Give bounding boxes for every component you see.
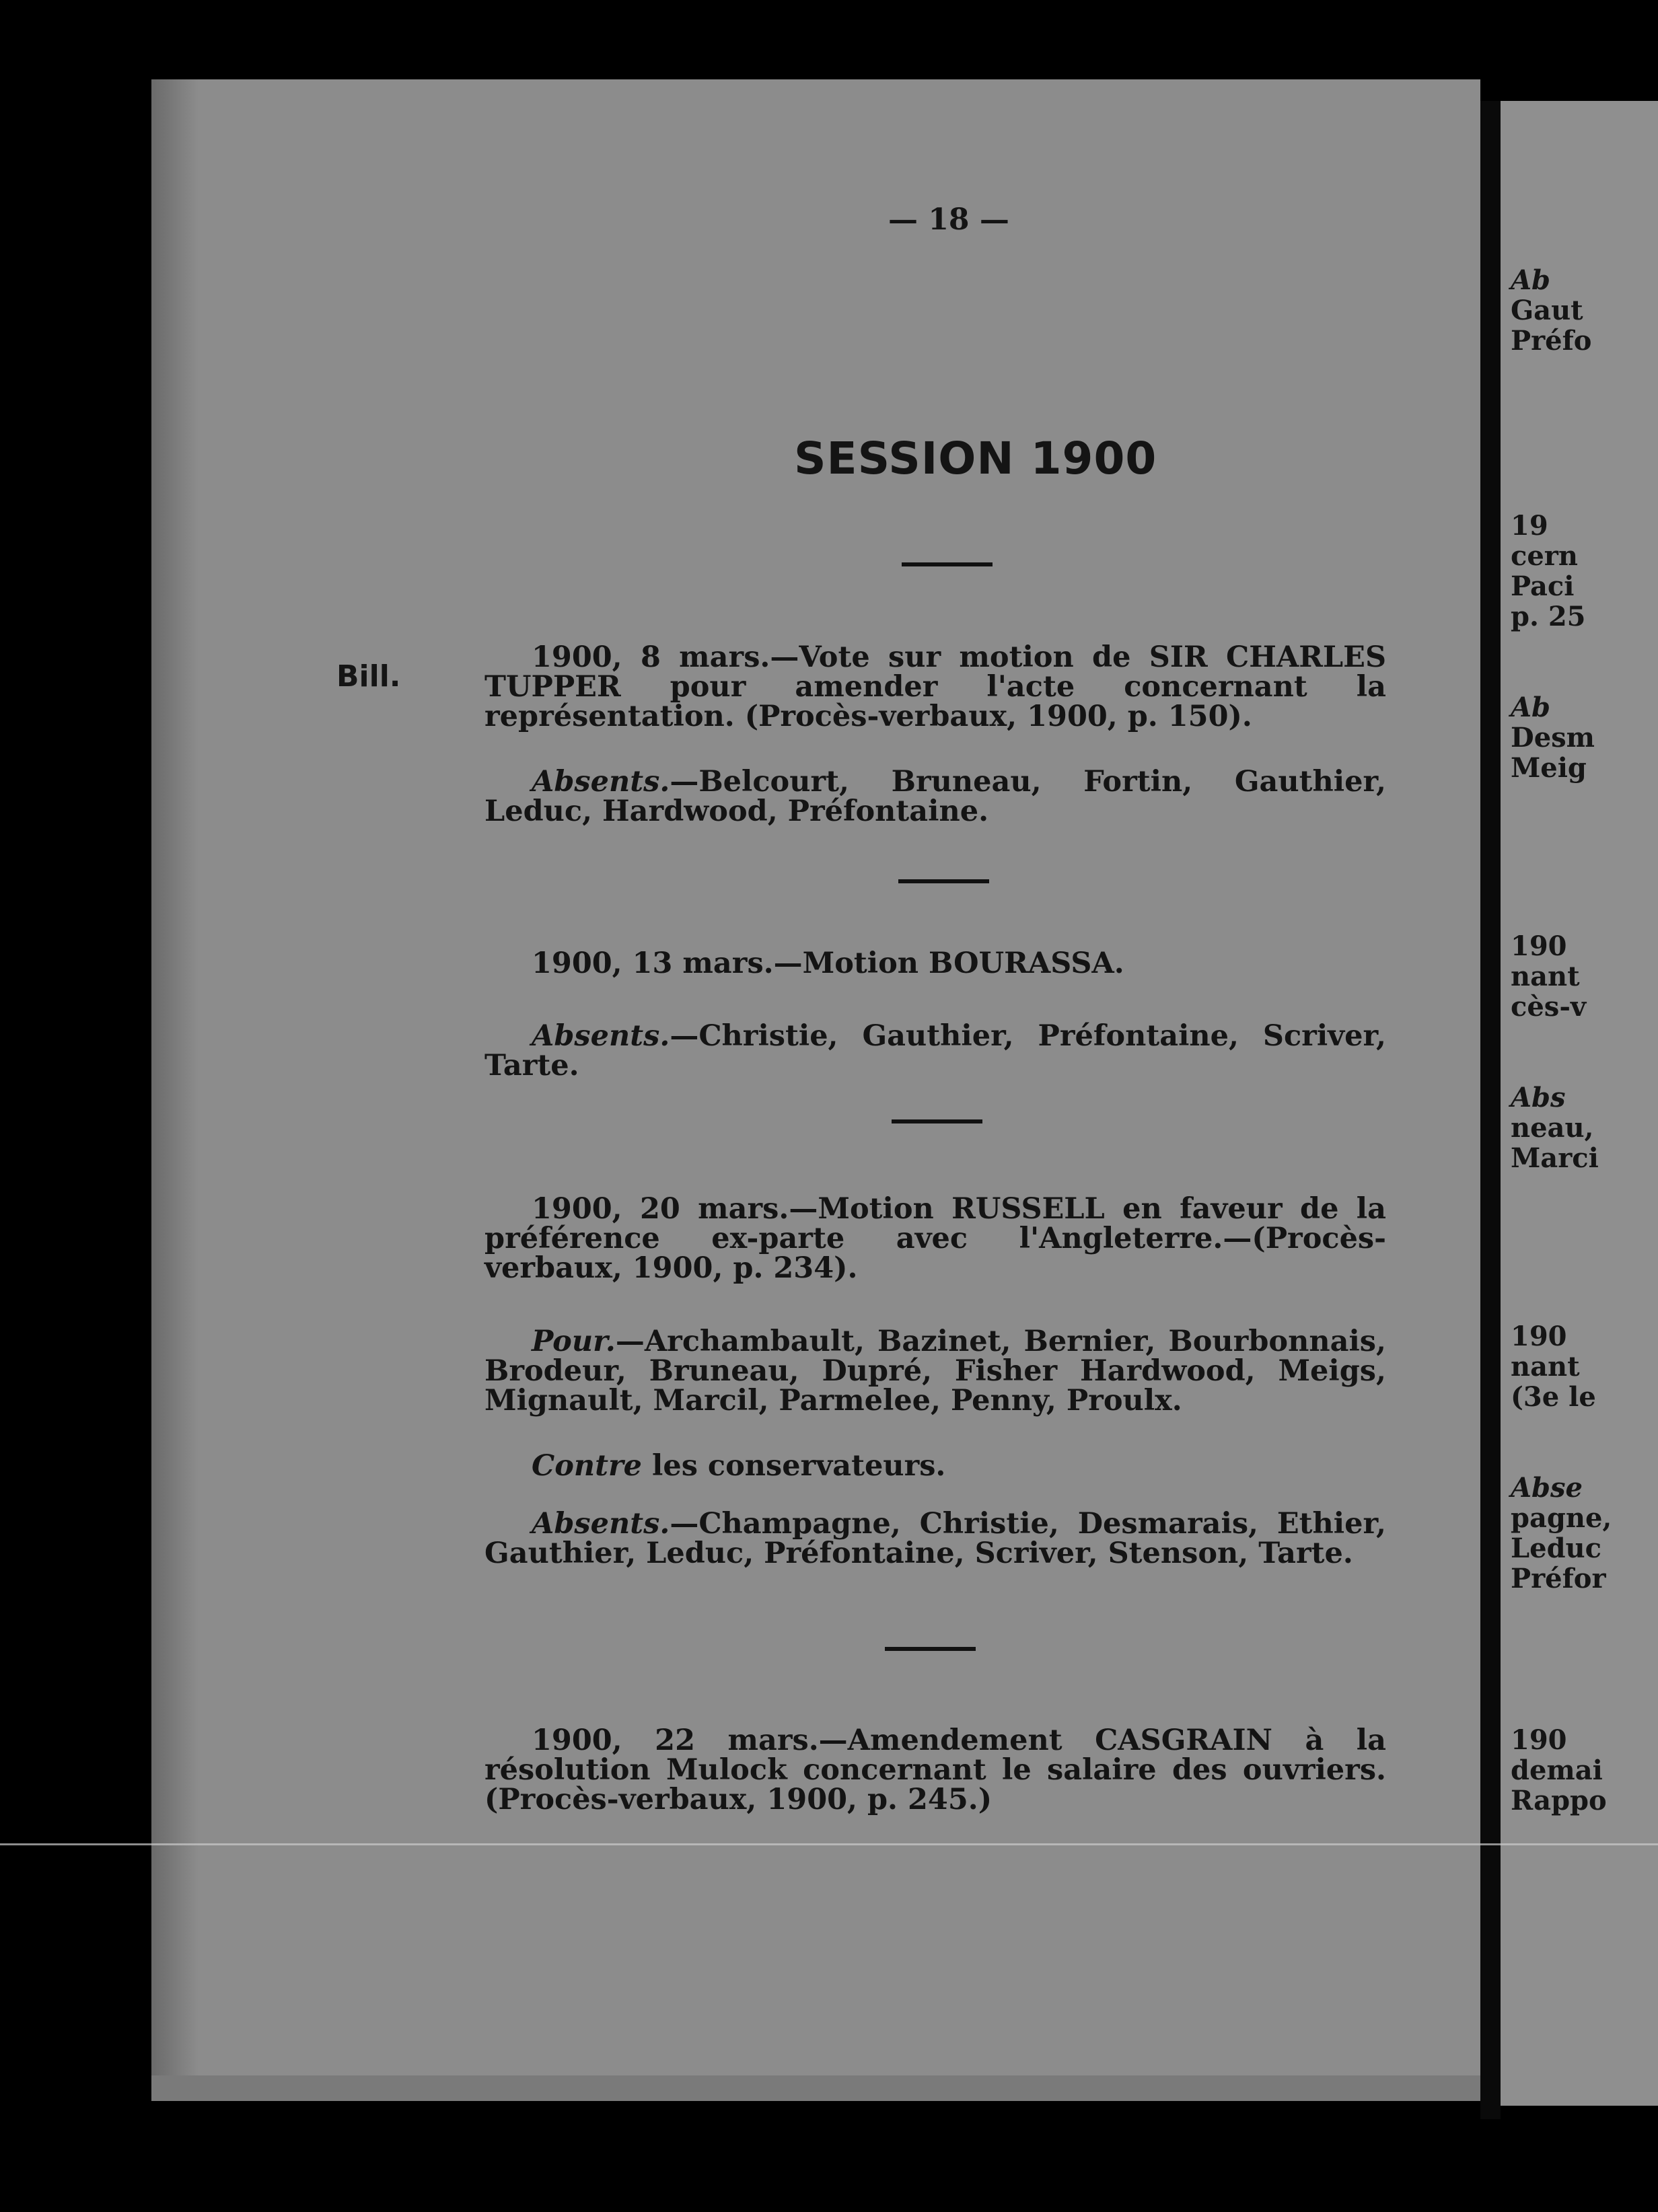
absents-list: —Christie, Gauthier, Préfontaine, Scriver, Tarte. xyxy=(484,1019,1386,1082)
adjacent-fragment: neau, xyxy=(1511,1112,1594,1144)
entry-2-absents xyxy=(484,1021,1386,1080)
entry-3-contre xyxy=(484,1451,1386,1481)
entry-3-pour xyxy=(484,1327,1386,1415)
page-bottom-edge xyxy=(151,2075,1480,2101)
absents-list: —Belcourt, Bruneau, Fortin, Gauthier, Leduc, Hardwood, Préfontaine. xyxy=(484,765,1386,828)
entry-1-heading: 1900, 8 mars.—Vote sur motion de SIR CHARLES TUPPER pour amender l'acte concernant la représentation. (Procès-verbaux, 1900, p. 150). xyxy=(484,640,1386,733)
adjacent-fragment: Marci xyxy=(1511,1142,1599,1174)
adjacent-fragment: 190 xyxy=(1511,1724,1567,1756)
absents-label: Absents. xyxy=(532,1019,670,1053)
book-gutter xyxy=(1480,101,1501,2119)
pour-list: —Archambault, Bazinet, Bernier, Bourbonnais, Brodeur, Bruneau, Dupré, Fisher Hardwood, Meigs, Mignault, Marcil, Parmelee, Penny, Proulx. xyxy=(484,1325,1386,1417)
adjacent-fragment: Meig xyxy=(1511,752,1587,784)
entry-4-heading: 1900, 22 mars.—Amendement CASGRAIN à la résolution Mulock concernant le salaire des ouvriers. (Procès-verbaux, 1900, p. 245.) xyxy=(484,1724,1386,1816)
absents-label: Absents. xyxy=(532,1507,670,1541)
pour-label: Pour. xyxy=(532,1325,616,1358)
adjacent-fragment: 19 xyxy=(1511,510,1548,542)
entry-1-absents xyxy=(484,767,1386,826)
adjacent-fragment: Abs xyxy=(1511,1082,1566,1113)
adjacent-fragment: 190 xyxy=(1511,1321,1567,1352)
adjacent-fragment: Gaut xyxy=(1511,295,1583,326)
adjacent-fragment: cern xyxy=(1511,540,1578,572)
adjacent-fragment: p. 25 xyxy=(1511,601,1586,632)
adjacent-fragment: nant xyxy=(1511,961,1580,992)
scan-artifact-line xyxy=(0,1843,1658,1845)
adjacent-fragment: Rappo xyxy=(1511,1785,1607,1816)
adjacent-fragment: Ab xyxy=(1511,264,1551,296)
adjacent-fragment: Leduc xyxy=(1511,1533,1601,1564)
adjacent-fragment: Paci xyxy=(1511,570,1575,602)
adjacent-fragment: (3e le xyxy=(1511,1381,1596,1413)
margin-label: Bill. xyxy=(336,659,401,694)
adjacent-fragment: Ab xyxy=(1511,692,1551,723)
adjacent-fragment: cès-v xyxy=(1511,991,1587,1023)
absents-label: Absents. xyxy=(532,765,670,799)
entry-divider xyxy=(892,1119,982,1123)
adjacent-fragment: Préfo xyxy=(1511,325,1592,357)
entry-divider xyxy=(885,1647,976,1651)
adjacent-fragment: demai xyxy=(1511,1755,1603,1786)
entry-3-heading: 1900, 20 mars.—Motion RUSSELL en faveur de la préférence ex-parte avec l'Angleterre.—(Procès-verbaux, 1900, p. 234). xyxy=(484,1192,1386,1285)
contre-label: Contre xyxy=(532,1449,643,1483)
adjacent-fragment: 190 xyxy=(1511,930,1567,962)
page-edge-shadow xyxy=(151,79,199,2101)
adjacent-fragment: Abse xyxy=(1511,1472,1583,1504)
absents-list: —Champagne, Christie, Desmarais, Ethier, Gauthier, Leduc, Préfontaine, Scriver, Stenson, Tarte. xyxy=(484,1507,1386,1570)
session-title: SESSION 1900 xyxy=(794,433,1157,484)
entry-divider xyxy=(898,879,989,883)
adjacent-fragment: nant xyxy=(1511,1351,1580,1382)
adjacent-fragment: Desm xyxy=(1511,722,1595,753)
contre-text: les conservateurs. xyxy=(642,1449,946,1483)
page-number: — 18 — xyxy=(888,202,1009,237)
section-rule xyxy=(902,562,993,566)
entry-2-heading: 1900, 13 mars.—Motion BOURASSA. xyxy=(532,947,1124,980)
entry-3-absents xyxy=(484,1509,1386,1568)
adjacent-fragment: pagne, xyxy=(1511,1502,1612,1534)
adjacent-fragment: Préfor xyxy=(1511,1563,1606,1594)
